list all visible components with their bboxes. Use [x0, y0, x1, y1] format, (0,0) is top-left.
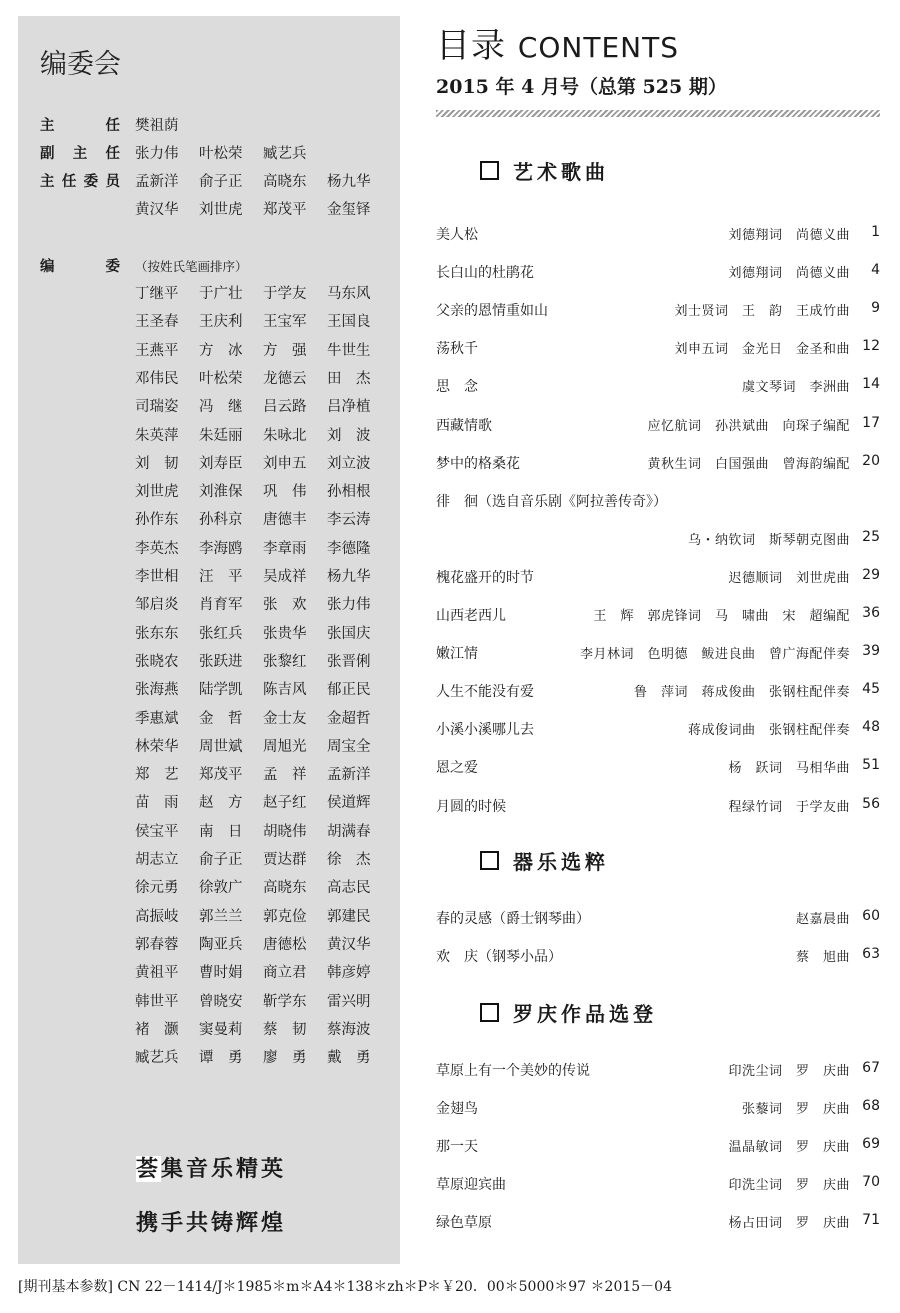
- member-name: 王燕平: [135, 342, 179, 359]
- entry-title: 欢 庆（钢琴小品）: [436, 949, 562, 966]
- editors-names: [135, 933, 391, 954]
- member-name: 窦曼莉: [199, 1021, 243, 1038]
- member-name: 徐元勇: [135, 880, 179, 897]
- toc-entry[interactable]: [436, 1057, 880, 1081]
- toc-entry[interactable]: [436, 640, 880, 664]
- member-name: 张 欢: [263, 597, 307, 614]
- member-name: 孟新洋: [135, 174, 179, 190]
- editors-names: [135, 508, 391, 529]
- toc-entry[interactable]: [436, 1095, 880, 1119]
- entry-credits: 温晶敏词 罗 庆曲: [728, 1140, 850, 1156]
- member-name: 韩彦婷: [327, 965, 371, 982]
- entry-page-number: 20: [862, 452, 880, 469]
- editors-names: [135, 678, 391, 699]
- journal-parameters-footer: [期刊基本参数] CN 22－1414/J＊1985＊m＊A4＊138＊zh＊P＊￥20．00＊5000＊97 ＊2015－04: [18, 1279, 672, 1295]
- toc-entry[interactable]: [436, 373, 880, 397]
- contents-title: [436, 18, 679, 67]
- toc-entry[interactable]: [436, 335, 880, 359]
- member-name: 李德隆: [327, 540, 371, 557]
- entry-title: 春的灵感（爵士钢琴曲）: [436, 911, 590, 927]
- member-name: 黄汉华: [327, 936, 371, 953]
- toc-entry[interactable]: [436, 716, 880, 740]
- member-name: 李海鸥: [199, 540, 243, 557]
- section-name: 器乐选粹: [513, 850, 609, 874]
- member-name: 孙相根: [327, 484, 371, 501]
- member-name: 季惠斌: [135, 710, 179, 727]
- role-chair: 主 任: [40, 118, 120, 134]
- entry-credits: 蒋成俊词曲 张钢柱配伴奏: [687, 723, 850, 739]
- toc-entry[interactable]: [436, 1133, 880, 1157]
- member-name: 侯宝平: [135, 823, 179, 840]
- toc-entry[interactable]: [436, 678, 880, 702]
- checkbox-square-icon: [480, 1003, 499, 1022]
- member-name: 陈吉风: [263, 682, 307, 699]
- toc-section-heading: [480, 998, 657, 1027]
- entry-title: 嫩江情: [436, 646, 478, 663]
- toc-entry[interactable]: [436, 297, 880, 321]
- member-name: 刘 波: [327, 427, 371, 444]
- slogan-highlight: 荟: [136, 1156, 162, 1182]
- member-name: 王宝军: [263, 314, 307, 331]
- entry-title: 思 念: [436, 379, 478, 396]
- member-name: 贾达群: [263, 852, 307, 868]
- member-name: 巩 伟: [263, 484, 307, 501]
- toc-entry[interactable]: [436, 450, 880, 474]
- member-name: 黄祖平: [135, 965, 179, 982]
- entry-credits: 杨占田词 罗 庆曲: [728, 1216, 850, 1232]
- member-name: 杨九华: [327, 569, 371, 585]
- toc-entry[interactable]: [436, 221, 880, 245]
- toc-entry[interactable]: [436, 602, 880, 626]
- member-name: 丁继平: [135, 286, 179, 302]
- member-name: 牛世生: [327, 342, 371, 359]
- entry-credits: 程绿竹词 于学友曲: [728, 799, 850, 815]
- entry-page-number: 25: [862, 528, 880, 545]
- entry-credits: 刘德翔词 尚德义曲: [728, 266, 850, 282]
- member-name: 金玺铎: [327, 202, 371, 218]
- member-name: 陆学凯: [199, 682, 243, 699]
- member-name: 张贵华: [263, 625, 307, 642]
- member-name: 杨九华: [327, 174, 371, 190]
- member-name: 高晓东: [263, 174, 307, 190]
- entry-title: 月圆的时候: [436, 798, 506, 815]
- entry-page-number: 29: [862, 566, 880, 583]
- entry-page-number: 39: [862, 643, 880, 660]
- member-name: 樊祖荫: [135, 118, 179, 134]
- member-name: 龙德云: [263, 370, 307, 387]
- member-name: 郑 艺: [135, 767, 179, 784]
- role-vice-chair: 副 主 任: [40, 146, 120, 162]
- member-name: 南 日: [199, 823, 243, 840]
- entry-credits: 蔡 旭曲: [795, 950, 850, 966]
- member-name: 苗 雨: [135, 795, 179, 812]
- entry-page-number: 48: [862, 719, 880, 736]
- entry-title: 美人松: [436, 227, 478, 243]
- decorative-divider: [436, 110, 880, 117]
- entry-title: 梦中的格桑花: [436, 455, 520, 472]
- editors-names: [135, 791, 391, 812]
- member-name: 韩世平: [135, 993, 179, 1010]
- entry-credits: 虞文琴词 李洲曲: [741, 380, 850, 396]
- toc-entry[interactable]: [436, 905, 880, 929]
- entry-title: 山西老西儿: [436, 608, 506, 624]
- member-name: 田 杰: [327, 370, 371, 387]
- member-name: 郭春蓉: [135, 936, 179, 953]
- editors-names: [135, 990, 391, 1011]
- chair-names: [135, 114, 199, 135]
- entry-title: 槐花盛开的时节: [436, 569, 534, 586]
- entry-page-number: 12: [862, 338, 880, 355]
- member-name: 方 强: [263, 342, 307, 359]
- editors-names: [135, 735, 391, 756]
- member-name: 孟新洋: [327, 767, 371, 784]
- issue-number: 2015 年 4 月号（总第 525 期）: [436, 76, 727, 98]
- role-members: 主 任 委 员: [40, 174, 120, 190]
- member-name: 刘 韧: [135, 455, 179, 472]
- editors-names: [135, 480, 391, 501]
- member-name: 刘世虎: [135, 484, 179, 501]
- editors-names: [135, 452, 391, 473]
- entry-title: 绿色草原: [436, 1215, 492, 1232]
- member-name: 冯 继: [199, 399, 243, 416]
- member-name: 张国庆: [327, 625, 371, 642]
- entry-credits: 乌・纳钦词 斯琴朝克图曲: [687, 532, 850, 548]
- editors-names: [135, 424, 391, 445]
- member-name: 刘淮保: [199, 484, 243, 501]
- toc-entry[interactable]: [436, 754, 880, 778]
- toc-entry[interactable]: [436, 488, 880, 512]
- member-name: 臧艺兵: [135, 1050, 179, 1067]
- member-name: 叶松荣: [199, 146, 243, 162]
- editors-names: [135, 282, 391, 303]
- member-name: 雷兴明: [327, 993, 371, 1010]
- member-name: 张晋俐: [327, 653, 371, 670]
- member-name: 唐德松: [263, 936, 307, 953]
- editors-names: [135, 1046, 391, 1067]
- entry-page-number: 1: [871, 224, 880, 240]
- toc-entry[interactable]: [436, 793, 880, 817]
- member-name: 孙科京: [199, 512, 243, 529]
- role-editors: 编 委: [40, 259, 120, 275]
- member-name: 刘申五: [263, 455, 307, 472]
- member-name: 赵 方: [199, 795, 243, 812]
- member-name: 周旭光: [263, 738, 307, 755]
- entry-page-number: 36: [862, 605, 880, 621]
- entry-title: 长白山的杜鹃花: [436, 265, 534, 282]
- entry-page-number: 63: [862, 946, 880, 963]
- member-name: 俞子正: [199, 174, 243, 190]
- member-name: 黄汉华: [135, 202, 179, 218]
- member-name: 谭 勇: [199, 1050, 243, 1067]
- entry-page-number: 68: [862, 1098, 880, 1115]
- entry-page-number: 14: [862, 376, 880, 393]
- member-name: 金 哲: [199, 710, 243, 727]
- member-name: 张力伟: [327, 597, 371, 614]
- member-name: 李英杰: [135, 540, 179, 557]
- member-name: 陶亚兵: [199, 936, 243, 953]
- entry-credits: 黄秋生词 白国强曲 曾海韵编配: [647, 456, 850, 472]
- member-name: 靳学东: [263, 993, 307, 1010]
- entry-title: 人生不能没有爱: [436, 684, 534, 701]
- member-name: 孟 祥: [263, 767, 307, 784]
- entry-title: 那一天: [436, 1139, 478, 1156]
- editors-names: [135, 905, 391, 926]
- member-name: 吕云路: [263, 399, 307, 416]
- member-name: 褚 灏: [135, 1021, 179, 1038]
- member-name: 于学友: [263, 286, 307, 302]
- entry-page-number: 51: [862, 757, 880, 774]
- editors-names: [135, 876, 391, 897]
- entry-credits: 鲁 萍词 蒋成俊曲 张钢柱配伴奏: [633, 685, 850, 701]
- member-name: 唐德丰: [263, 512, 307, 529]
- toc-entry[interactable]: [436, 1171, 880, 1195]
- member-name: 郭克俭: [263, 908, 307, 925]
- member-name: 高晓东: [263, 880, 307, 897]
- entry-page-number: 17: [862, 414, 880, 431]
- entry-credits: 印洗尘词 罗 庆曲: [728, 1064, 850, 1079]
- editorial-board-title: 编委会: [40, 49, 121, 80]
- contents-title-cn: 目录: [436, 26, 506, 66]
- editorial-board-panel: [18, 16, 400, 1264]
- member-name: 王圣春: [135, 314, 179, 331]
- entry-page-number: 67: [862, 1060, 880, 1076]
- member-name: 郭兰兰: [199, 908, 243, 925]
- member-name: 张黎红: [263, 653, 307, 670]
- entry-title: 徘 徊（选自音乐剧《阿拉善传奇》）: [436, 493, 667, 510]
- checkbox-square-icon: [480, 851, 499, 870]
- entry-page-number: 9: [871, 300, 880, 317]
- editors-names: [135, 565, 391, 586]
- member-name: 曹时娟: [199, 965, 243, 982]
- member-name: 郁正民: [327, 682, 371, 699]
- entry-page-number: 56: [862, 795, 880, 812]
- member-name: 邓伟民: [135, 370, 179, 387]
- member-name: 徐敦广: [199, 880, 243, 897]
- member-name: 赵子红: [263, 795, 307, 812]
- member-name: 吕净植: [327, 399, 371, 416]
- member-name: 邹启炎: [135, 597, 179, 614]
- editors-names: [135, 1018, 391, 1039]
- editors-names: [135, 707, 391, 728]
- entry-credits: 印洗尘词 罗 庆曲: [728, 1178, 850, 1194]
- member-name: 俞子正: [199, 852, 243, 868]
- entry-page-number: 45: [862, 681, 880, 698]
- member-name: 张东东: [135, 625, 179, 642]
- slogan-line-2: 携手共铸辉煌: [136, 1210, 287, 1236]
- member-name: 朱咏北: [263, 427, 307, 444]
- toc-entry[interactable]: [436, 943, 880, 967]
- member-name: 金超哲: [327, 710, 371, 727]
- member-name: 王国良: [327, 314, 371, 331]
- entry-page-number: 4: [871, 262, 880, 279]
- toc-entry[interactable]: [436, 526, 880, 550]
- editors-names: [135, 763, 391, 784]
- member-name: 张跃进: [199, 653, 243, 670]
- entry-credits: 张藜词 罗 庆曲: [741, 1102, 850, 1118]
- member-name: 朱英萍: [135, 427, 179, 444]
- editors-names: [135, 395, 391, 416]
- member-name: 胡满春: [327, 823, 371, 840]
- editors-sort-note: （按姓氏笔画排序）: [135, 259, 248, 274]
- editors-names: [135, 622, 391, 643]
- entry-title: 草原上有一个美妙的传说: [436, 1063, 590, 1079]
- member-name: 曾晓安: [199, 993, 243, 1010]
- member-name: 李章雨: [263, 540, 307, 557]
- entry-credits: 刘士贤词 王 韵 王成竹曲: [674, 304, 850, 320]
- editors-names: [135, 310, 391, 331]
- member-name: 高志民: [327, 880, 371, 897]
- entry-page-number: 60: [862, 908, 880, 924]
- section-name: 艺术歌曲: [513, 160, 609, 184]
- member-name: 商立君: [263, 965, 307, 982]
- entry-title: 荡秋千: [436, 341, 478, 358]
- entry-title: 父亲的恩情重如山: [436, 303, 548, 320]
- entry-title: 小溪小溪哪儿去: [436, 722, 534, 739]
- member-name: 徐 杰: [327, 852, 371, 868]
- member-name: 王庆利: [199, 314, 243, 331]
- entry-title: 金翅鸟: [436, 1101, 478, 1118]
- member-name: 刘寿臣: [199, 455, 243, 472]
- entry-credits: 迟德顺词 刘世虎曲: [728, 570, 850, 586]
- entry-credits: 杨 跃词 马相华曲: [728, 761, 850, 777]
- member-name: 周世斌: [199, 738, 243, 755]
- entry-page-number: 69: [862, 1136, 880, 1153]
- entry-credits: 王 辉 郭虎锋词 马 啸曲 宋 超编配: [593, 609, 850, 624]
- members-names-1: [135, 170, 391, 191]
- toc-entry[interactable]: [436, 564, 880, 588]
- member-name: 朱廷丽: [199, 427, 243, 444]
- entry-page-number: 70: [862, 1174, 880, 1191]
- member-name: 蔡 韧: [263, 1021, 307, 1038]
- entry-credits: 刘德翔词 尚德义曲: [728, 228, 850, 243]
- member-name: 方 冰: [199, 342, 243, 359]
- member-name: 叶松荣: [199, 370, 243, 387]
- entry-title: 草原迎宾曲: [436, 1177, 506, 1194]
- member-name: 戴 勇: [327, 1050, 371, 1067]
- entry-page-number: 71: [862, 1212, 880, 1229]
- member-name: 马东风: [327, 286, 371, 302]
- member-name: 李云涛: [327, 512, 371, 529]
- member-name: 于广壮: [199, 286, 243, 302]
- member-name: 郭建民: [327, 908, 371, 925]
- editors-names: [135, 650, 391, 671]
- member-name: 孙作东: [135, 512, 179, 529]
- toc-entry[interactable]: [436, 1209, 880, 1233]
- toc-entry[interactable]: [436, 412, 880, 436]
- member-name: 张海燕: [135, 682, 179, 699]
- editors-names: [135, 367, 391, 388]
- checkbox-square-icon: [480, 161, 499, 180]
- members-names-2: [135, 198, 391, 219]
- entry-credits: 赵嘉晨曲: [795, 912, 850, 927]
- member-name: 李世相: [135, 569, 179, 585]
- member-name: 高振岐: [135, 908, 179, 925]
- member-name: 郑茂平: [263, 202, 307, 218]
- entry-credits: 李月林词 色明德 鲅进良曲 曾广海配伴奏: [579, 647, 850, 663]
- editors-names: [135, 339, 391, 360]
- member-name: 林荣华: [135, 738, 179, 755]
- member-name: 张力伟: [135, 146, 179, 162]
- member-name: 汪 平: [199, 569, 243, 585]
- member-name: 侯道辉: [327, 795, 371, 812]
- section-name: 罗庆作品选登: [513, 1002, 657, 1026]
- member-name: 周宝全: [327, 738, 371, 755]
- editors-names: [135, 820, 391, 841]
- member-name: 胡志立: [135, 852, 179, 868]
- member-name: 胡晓伟: [263, 823, 307, 840]
- entry-title: 西藏情歌: [436, 417, 492, 434]
- toc-section-heading: [480, 846, 609, 875]
- entry-title: 恩之爱: [436, 760, 478, 777]
- member-name: 张晓农: [135, 653, 179, 670]
- member-name: 廖 勇: [263, 1050, 307, 1067]
- slogan-line-1: 荟集音乐精英: [136, 1156, 287, 1182]
- toc-section-heading: [480, 156, 609, 185]
- entry-credits: 刘申五词 金光日 金圣和曲: [674, 342, 850, 358]
- member-name: 蔡海波: [327, 1021, 371, 1038]
- member-name: 司瑞姿: [135, 399, 179, 416]
- member-name: 金士友: [263, 710, 307, 727]
- editors-names: [135, 593, 391, 614]
- editors-names: [135, 537, 391, 558]
- member-name: 郑茂平: [199, 767, 243, 784]
- editors-names: [135, 961, 391, 982]
- toc-entry[interactable]: [436, 259, 880, 283]
- editors-names: [135, 848, 391, 869]
- member-name: 刘世虎: [199, 202, 243, 218]
- vice-chair-names: [135, 142, 327, 163]
- member-name: 肖育军: [199, 597, 243, 614]
- member-name: 吴成祥: [263, 569, 307, 585]
- member-name: 刘立波: [327, 455, 371, 472]
- member-name: 张红兵: [199, 625, 243, 642]
- member-name: 臧艺兵: [263, 146, 307, 162]
- contents-title-en: CONTENTS: [517, 31, 679, 64]
- entry-credits: 应忆航词 孙洪斌曲 向琛子编配: [647, 418, 850, 434]
